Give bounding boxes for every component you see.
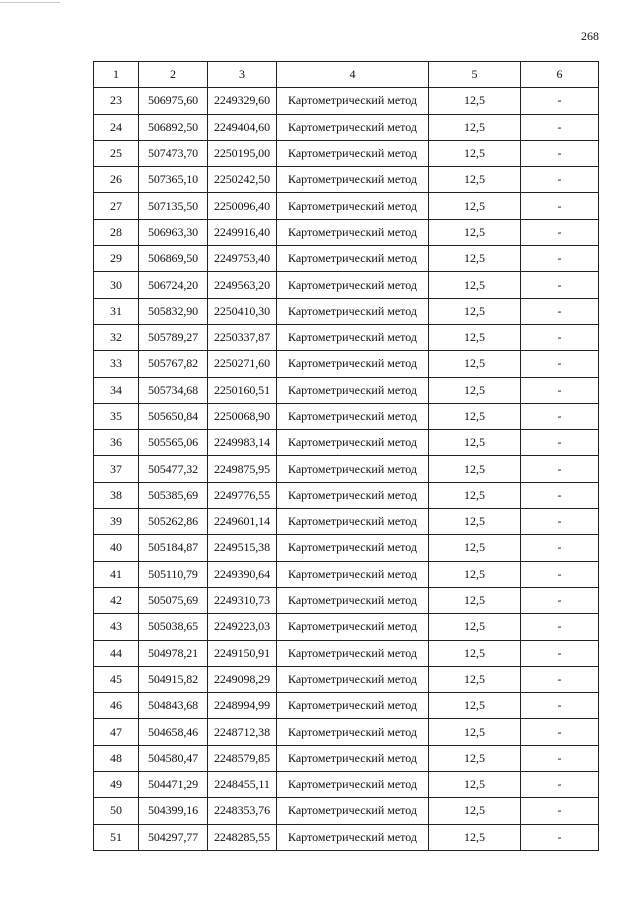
table-row — [94, 351, 599, 377]
cell-accuracy: 12,5 — [429, 772, 521, 798]
cell-coord-y: 2249150,91 — [208, 640, 277, 666]
table-row — [94, 745, 599, 771]
cell-note: - — [521, 114, 599, 140]
cell-method: Картометрический метод — [277, 482, 429, 508]
cell-coord-x: 505477,32 — [139, 456, 208, 482]
table-row — [94, 693, 599, 719]
cell-method: Картометрический метод — [277, 587, 429, 613]
cell-point-number: 38 — [94, 482, 139, 508]
table-row — [94, 640, 599, 666]
cell-point-number: 45 — [94, 666, 139, 692]
cell-point-number: 44 — [94, 640, 139, 666]
cell-note: - — [521, 193, 599, 219]
cell-coord-x: 505650,84 — [139, 403, 208, 429]
table-row — [94, 798, 599, 824]
cell-coord-y: 2249223,03 — [208, 614, 277, 640]
cell-method: Картометрический метод — [277, 351, 429, 377]
cell-accuracy: 12,5 — [429, 535, 521, 561]
cell-note: - — [521, 693, 599, 719]
cell-accuracy: 12,5 — [429, 324, 521, 350]
cell-method: Картометрический метод — [277, 745, 429, 771]
cell-coord-y: 2249776,55 — [208, 482, 277, 508]
cell-accuracy: 12,5 — [429, 824, 521, 850]
header-col-4: 4 — [277, 62, 429, 88]
cell-point-number: 49 — [94, 772, 139, 798]
cell-note: - — [521, 140, 599, 166]
cell-coord-y: 2250195,00 — [208, 140, 277, 166]
cell-method: Картометрический метод — [277, 719, 429, 745]
cell-method: Картометрический метод — [277, 219, 429, 245]
cell-note: - — [521, 430, 599, 456]
table-row — [94, 324, 599, 350]
cell-coord-y: 2248579,85 — [208, 745, 277, 771]
cell-point-number: 43 — [94, 614, 139, 640]
cell-coord-x: 505385,69 — [139, 482, 208, 508]
cell-note: - — [521, 798, 599, 824]
cell-point-number: 47 — [94, 719, 139, 745]
cell-point-number: 40 — [94, 535, 139, 561]
table-row — [94, 430, 599, 456]
cell-note: - — [521, 640, 599, 666]
cell-coord-x: 506869,50 — [139, 246, 208, 272]
cell-accuracy: 12,5 — [429, 377, 521, 403]
cell-point-number: 23 — [94, 88, 139, 114]
cell-method: Картометрический метод — [277, 403, 429, 429]
cell-coord-y: 2248712,38 — [208, 719, 277, 745]
cell-coord-x: 505565,06 — [139, 430, 208, 456]
cell-accuracy: 12,5 — [429, 88, 521, 114]
cell-point-number: 28 — [94, 219, 139, 245]
cell-point-number: 32 — [94, 324, 139, 350]
table-row — [94, 482, 599, 508]
page-number: 268 — [581, 29, 599, 43]
cell-coord-y: 2250337,87 — [208, 324, 277, 350]
header-col-2: 2 — [139, 62, 208, 88]
table-row — [94, 535, 599, 561]
cell-accuracy: 12,5 — [429, 587, 521, 613]
cell-coord-y: 2249515,38 — [208, 535, 277, 561]
cell-coord-x: 505184,87 — [139, 535, 208, 561]
table-row — [94, 193, 599, 219]
cell-point-number: 27 — [94, 193, 139, 219]
table-row — [94, 824, 599, 850]
cell-point-number: 51 — [94, 824, 139, 850]
cell-coord-x: 504843,68 — [139, 693, 208, 719]
cell-coord-x: 504978,21 — [139, 640, 208, 666]
cell-point-number: 42 — [94, 587, 139, 613]
cell-accuracy: 12,5 — [429, 509, 521, 535]
cell-coord-x: 507473,70 — [139, 140, 208, 166]
cell-coord-x: 507365,10 — [139, 167, 208, 193]
cell-point-number: 48 — [94, 745, 139, 771]
cell-coord-x: 504297,77 — [139, 824, 208, 850]
cell-accuracy: 12,5 — [429, 745, 521, 771]
cell-coord-y: 2249601,14 — [208, 509, 277, 535]
cell-coord-x: 506724,20 — [139, 272, 208, 298]
cell-coord-y: 2249753,40 — [208, 246, 277, 272]
cell-coord-x: 505110,79 — [139, 561, 208, 587]
cell-method: Картометрический метод — [277, 88, 429, 114]
table-row — [94, 719, 599, 745]
table-row — [94, 377, 599, 403]
cell-coord-x: 504580,47 — [139, 745, 208, 771]
table-row — [94, 114, 599, 140]
cell-coord-x: 505789,27 — [139, 324, 208, 350]
cell-point-number: 36 — [94, 430, 139, 456]
cell-coord-y: 2250410,30 — [208, 298, 277, 324]
cell-point-number: 30 — [94, 272, 139, 298]
cell-coord-y: 2248285,55 — [208, 824, 277, 850]
cell-method: Картометрический метод — [277, 324, 429, 350]
table-header-row — [94, 62, 599, 88]
cell-note: - — [521, 824, 599, 850]
cell-coord-y: 2250160,51 — [208, 377, 277, 403]
cell-coord-y: 2249098,29 — [208, 666, 277, 692]
table-row — [94, 587, 599, 613]
cell-method: Картометрический метод — [277, 693, 429, 719]
table-row — [94, 666, 599, 692]
cell-coord-y: 2248994,99 — [208, 693, 277, 719]
cell-accuracy: 12,5 — [429, 456, 521, 482]
cell-accuracy: 12,5 — [429, 666, 521, 692]
cell-coord-y: 2249329,60 — [208, 88, 277, 114]
cell-coord-y: 2250068,90 — [208, 403, 277, 429]
cell-method: Картометрический метод — [277, 298, 429, 324]
cell-accuracy: 12,5 — [429, 403, 521, 429]
cell-coord-x: 506892,50 — [139, 114, 208, 140]
cell-accuracy: 12,5 — [429, 640, 521, 666]
cell-note: - — [521, 377, 599, 403]
cell-coord-x: 506975,60 — [139, 88, 208, 114]
cell-point-number: 29 — [94, 246, 139, 272]
cell-accuracy: 12,5 — [429, 798, 521, 824]
table-row — [94, 167, 599, 193]
table-row — [94, 88, 599, 114]
cell-point-number: 25 — [94, 140, 139, 166]
cell-point-number: 31 — [94, 298, 139, 324]
table-row — [94, 140, 599, 166]
cell-method: Картометрический метод — [277, 824, 429, 850]
cell-point-number: 26 — [94, 167, 139, 193]
cell-coord-y: 2248353,76 — [208, 798, 277, 824]
cell-accuracy: 12,5 — [429, 482, 521, 508]
cell-coord-x: 505075,69 — [139, 587, 208, 613]
cell-note: - — [521, 509, 599, 535]
table-row — [94, 403, 599, 429]
cell-coord-y: 2250242,50 — [208, 167, 277, 193]
coordinates-table — [93, 61, 599, 851]
cell-note: - — [521, 219, 599, 245]
cell-coord-y: 2249916,40 — [208, 219, 277, 245]
cell-note: - — [521, 272, 599, 298]
cell-method: Картометрический метод — [277, 377, 429, 403]
cell-coord-x: 504915,82 — [139, 666, 208, 692]
cell-note: - — [521, 324, 599, 350]
cell-coord-x: 504399,16 — [139, 798, 208, 824]
cell-note: - — [521, 482, 599, 508]
cell-note: - — [521, 561, 599, 587]
top-edge-rule — [0, 2, 60, 3]
cell-coord-y: 2250271,60 — [208, 351, 277, 377]
cell-accuracy: 12,5 — [429, 719, 521, 745]
cell-point-number: 50 — [94, 798, 139, 824]
cell-accuracy: 12,5 — [429, 351, 521, 377]
cell-coord-y: 2249563,20 — [208, 272, 277, 298]
cell-point-number: 24 — [94, 114, 139, 140]
cell-coord-x: 507135,50 — [139, 193, 208, 219]
cell-method: Картометрический метод — [277, 772, 429, 798]
cell-coord-y: 2249983,14 — [208, 430, 277, 456]
table-body — [94, 88, 599, 851]
table-row — [94, 772, 599, 798]
cell-point-number: 34 — [94, 377, 139, 403]
cell-method: Картометрический метод — [277, 430, 429, 456]
cell-method: Картометрический метод — [277, 140, 429, 166]
cell-method: Картометрический метод — [277, 272, 429, 298]
cell-point-number: 41 — [94, 561, 139, 587]
cell-coord-x: 505832,90 — [139, 298, 208, 324]
cell-accuracy: 12,5 — [429, 114, 521, 140]
cell-method: Картометрический метод — [277, 798, 429, 824]
table-row — [94, 298, 599, 324]
cell-method: Картометрический метод — [277, 114, 429, 140]
cell-coord-y: 2249404,60 — [208, 114, 277, 140]
cell-coord-y: 2249390,64 — [208, 561, 277, 587]
cell-coord-x: 505767,82 — [139, 351, 208, 377]
cell-point-number: 39 — [94, 509, 139, 535]
table-row — [94, 219, 599, 245]
header-col-1: 1 — [94, 62, 139, 88]
cell-method: Картометрический метод — [277, 456, 429, 482]
cell-point-number: 33 — [94, 351, 139, 377]
cell-method: Картометрический метод — [277, 535, 429, 561]
cell-note: - — [521, 88, 599, 114]
table-row — [94, 246, 599, 272]
table-row — [94, 509, 599, 535]
cell-coord-y: 2248455,11 — [208, 772, 277, 798]
table-row — [94, 456, 599, 482]
cell-accuracy: 12,5 — [429, 219, 521, 245]
cell-point-number: 37 — [94, 456, 139, 482]
header-col-3: 3 — [208, 62, 277, 88]
cell-coord-y: 2249310,73 — [208, 587, 277, 613]
cell-note: - — [521, 666, 599, 692]
cell-accuracy: 12,5 — [429, 561, 521, 587]
cell-point-number: 35 — [94, 403, 139, 429]
cell-note: - — [521, 298, 599, 324]
cell-note: - — [521, 587, 599, 613]
cell-coord-x: 505734,68 — [139, 377, 208, 403]
table-row — [94, 561, 599, 587]
cell-accuracy: 12,5 — [429, 430, 521, 456]
cell-accuracy: 12,5 — [429, 246, 521, 272]
cell-accuracy: 12,5 — [429, 298, 521, 324]
cell-accuracy: 12,5 — [429, 614, 521, 640]
cell-note: - — [521, 403, 599, 429]
table-row — [94, 272, 599, 298]
header-col-5: 5 — [429, 62, 521, 88]
cell-note: - — [521, 351, 599, 377]
cell-accuracy: 12,5 — [429, 272, 521, 298]
table-row — [94, 614, 599, 640]
cell-coord-x: 506963,30 — [139, 219, 208, 245]
cell-accuracy: 12,5 — [429, 693, 521, 719]
cell-note: - — [521, 246, 599, 272]
cell-method: Картометрический метод — [277, 561, 429, 587]
cell-note: - — [521, 719, 599, 745]
cell-coord-x: 505038,65 — [139, 614, 208, 640]
cell-note: - — [521, 167, 599, 193]
cell-note: - — [521, 772, 599, 798]
cell-accuracy: 12,5 — [429, 140, 521, 166]
cell-note: - — [521, 745, 599, 771]
cell-coord-y: 2249875,95 — [208, 456, 277, 482]
cell-note: - — [521, 614, 599, 640]
cell-coord-x: 505262,86 — [139, 509, 208, 535]
cell-method: Картометрический метод — [277, 614, 429, 640]
cell-point-number: 46 — [94, 693, 139, 719]
cell-method: Картометрический метод — [277, 167, 429, 193]
cell-method: Картометрический метод — [277, 193, 429, 219]
cell-method: Картометрический метод — [277, 640, 429, 666]
cell-method: Картометрический метод — [277, 509, 429, 535]
cell-note: - — [521, 456, 599, 482]
header-col-6: 6 — [521, 62, 599, 88]
cell-coord-x: 504471,29 — [139, 772, 208, 798]
cell-method: Картометрический метод — [277, 666, 429, 692]
cell-method: Картометрический метод — [277, 246, 429, 272]
cell-accuracy: 12,5 — [429, 167, 521, 193]
cell-coord-x: 504658,46 — [139, 719, 208, 745]
cell-note: - — [521, 535, 599, 561]
cell-accuracy: 12,5 — [429, 193, 521, 219]
cell-coord-y: 2250096,40 — [208, 193, 277, 219]
